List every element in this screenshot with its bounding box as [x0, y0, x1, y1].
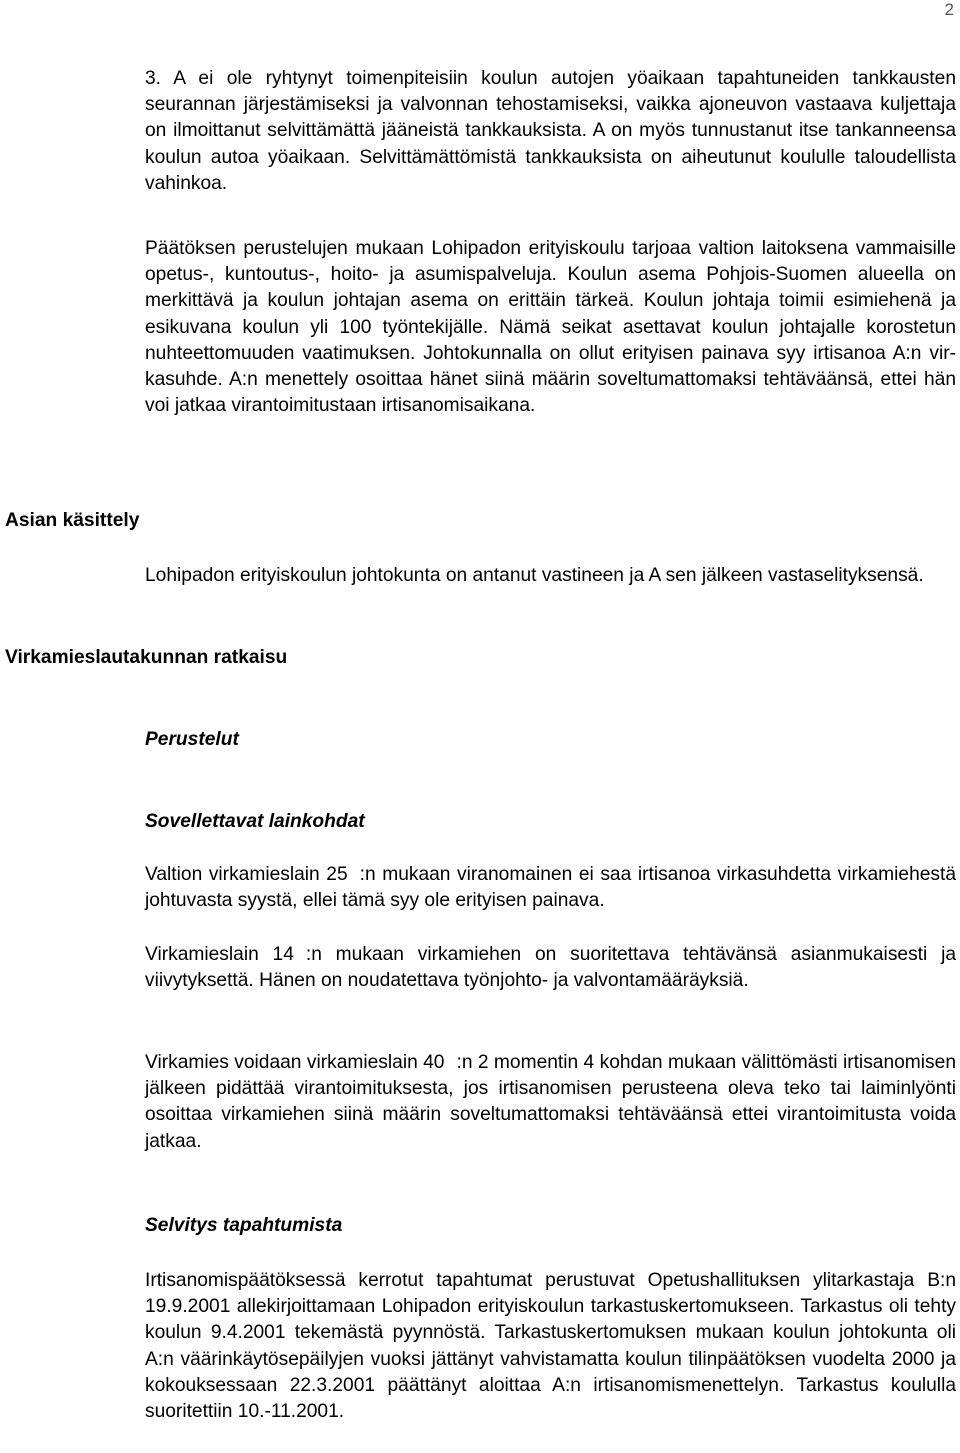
paragraph-point-3: 3. A ei ole ryhtynyt toimenpiteisiin koulun autojen yöaikaan tapahtuneiden tankkausten seurannan järjestämiseksi ja valvonnan tehostamiseksi, vaikka ajoneuvon vastaava kuljettaja on ilmoittanut selvittämättä jääneistä tankkauksista. A on myös tunnustanut itse tankanneensa koulun autoa yöaikaan. Selvittämättömistä tankkauksista on aiheutunut koululle taloudellista vahinkoa. [145, 68, 956, 194]
paragraph-events: Irtisanomispäätöksessä kerrotut tapahtumat perustuvat Opetushallituksen ylitarkastaja B:n 19.9.2001 allekirjoittamaan Lohipadon erityiskoulun tarkastuskertomukseen. Tarkastus oli tehty koulun 9.4.2001 tekemästä pyynnöstä. Tarkastuskertomuksen mukaan koulun johtokunta oli A:n väärinkäytösepäilyjen vuoksi jättänyt vahvistamatta koulun tilinpäätöksen vuodelta 2000 ja kokouksessaan 22.3.2001 päättänyt aloittaa A:n irtisanomismenettelyn. Tarkastus koululla suoritettiin 10.-11.2001. [145, 1270, 956, 1423]
law-25-rest: :n mukaan viranomainen ei saa irtisanoa virkasuhdetta virkamiehestä johtuvasta syystä, ellei tämä syy ole erityisen painava. [145, 864, 957, 912]
law-40-lead: Virkamies voidaan virkamieslain 40 [145, 1052, 445, 1073]
page-number: 2 [944, 0, 954, 19]
paragraph-law-14 [145, 942, 956, 994]
law-25-lead: Valtion virkamieslain 25 [145, 864, 348, 885]
paragraph-case-handling: Lohipadon erityiskoulun johtokunta on antanut vastineen ja A sen jälkeen vastaselityksensä. [145, 565, 924, 586]
heading-asian-kasittely: Asian käsittely [5, 510, 140, 531]
heading-perustelut: Perustelut [145, 729, 239, 750]
law-14-rest: :n mukaan virkamiehen on suoritettava tehtävänsä asianmukaisesti ja viivytyksettä. Hänen on noudatettava työnjohto- ja valvontamääräyksiä. [145, 944, 956, 992]
paragraph-law-25 [145, 862, 956, 914]
paragraph-decision-grounds: Päätöksen perustelujen mukaan Lohipadon erityiskoulu tarjoaa valtion laitoksena vammaisille opetus-, kuntoutus-, hoito- ja asumispalveluja. Koulun asema Pohjois-Suomen alueella on merkittävä ja koulun johtajan asema on erittäin tärkeä. Koulun johtaja toimii esimiehenä ja esikuvana koulun yli 100 työntekijälle. Nämä seikat asettavat koulun johtajalle korostetun nuhteettomuuden vaatimuksen. Johtokunnalla on ollut erityisen painava syy irtisanoa A:n virkasuhde. A:n menettely osoittaa hänet siinä määrin soveltumattomaksi tehtäväänsä, ettei hän voi jatkaa virantoimitustaan irtisanomisaikana. [145, 238, 956, 417]
heading-selvitys-tapahtumista: Selvitys tapahtumista [145, 1215, 343, 1236]
heading-ratkaisu: Virkamieslautakunnan ratkaisu [5, 647, 288, 668]
law-14-lead: Virkamieslain 14 [145, 944, 294, 965]
paragraph-law-40 [145, 1050, 956, 1155]
heading-sovellettavat-lainkohdat: Sovellettavat lainkohdat [145, 811, 365, 832]
law-40-rest: :n 2 momentin 4 kohdan mukaan välittömästi irtisanomisen jälkeen pidättää virantoimituksesta, jos irtisanomisen perusteena oleva teko tai laiminlyönti osoittaa virkamiehen siinä määrin soveltumattomaksi tehtäväänsä ettei virantoimitusta voida jatkaa. [145, 1052, 956, 1152]
